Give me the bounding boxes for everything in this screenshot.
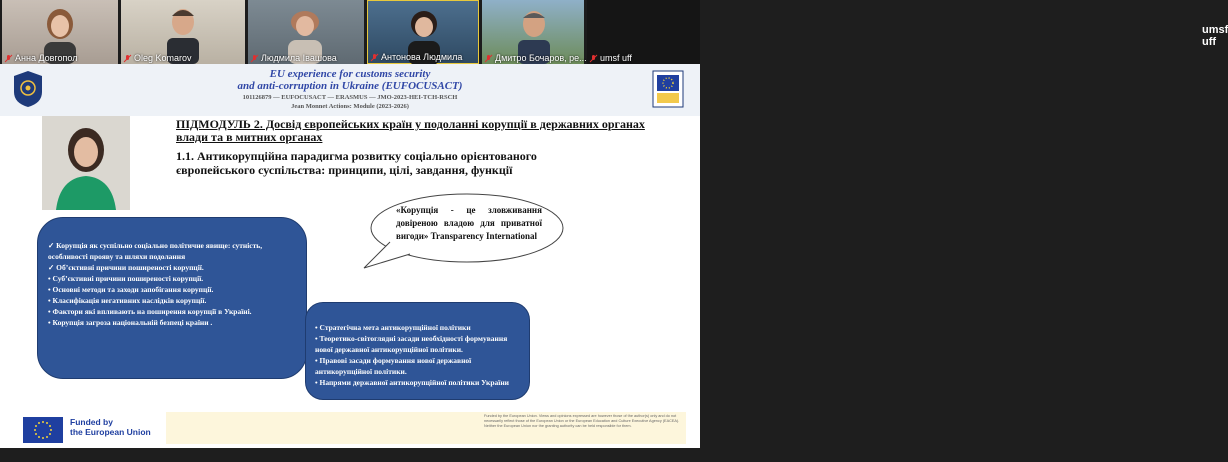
participant-tile[interactable] bbox=[482, 0, 587, 64]
list-item: • Основні методи та заходи запобігання корупції. bbox=[48, 285, 214, 294]
eu-flag-icon bbox=[23, 417, 63, 443]
participant-name: umsf uff bbox=[589, 53, 632, 63]
mic-muted-icon bbox=[250, 54, 259, 63]
slide-header-code: 101126879 — EUFOCUSACT — ERASMUS — JMO-2023-HEI-TCH-RSCH bbox=[242, 94, 458, 101]
list-item: • Суб’єктивні причини поширеності корупції. bbox=[48, 274, 204, 283]
participant-name: Антонова Людмила bbox=[370, 52, 462, 62]
slide-header-action: Jean Monnet Actions: Module (2023-2026) bbox=[291, 103, 409, 110]
mic-muted-icon bbox=[123, 54, 132, 63]
corruption-quote: «Корупція - це зловживання довіреною владою для приватної вигоди» Transparency International bbox=[396, 205, 542, 241]
module-title: ПІДМОДУЛЬ 2. Досвід європейських країн у подоланні корупції в державних органах влади та в митних органах bbox=[176, 117, 645, 144]
participants-strip bbox=[0, 0, 1228, 64]
participant-name: Анна Довгопол bbox=[4, 53, 77, 63]
mic-muted-icon bbox=[4, 54, 13, 63]
presenter-image bbox=[42, 116, 130, 210]
mic-muted-icon bbox=[484, 54, 493, 63]
mic-muted-icon bbox=[370, 53, 379, 62]
topic-title: 1.1. Антикорупційна парадигма розвитку соціально орієнтованого європейського суспільства: принципи, цілі, завдання, функції bbox=[176, 149, 537, 177]
project-logo-icon bbox=[652, 70, 684, 108]
participant-tile[interactable] bbox=[248, 0, 364, 64]
participant-avatar-name: umsf uff bbox=[1202, 24, 1228, 48]
list-item: • Теоретико-світоглядні засади необхідності формування нової державної антикорупційної політики. bbox=[315, 334, 508, 354]
list-item: • Корупція загроза національній безпеці країни . bbox=[48, 318, 213, 327]
slide-header-title: EU experience for customs security and anti-corruption in Ukraine (EUFOCUSACT) bbox=[237, 68, 463, 92]
topics-list-left bbox=[48, 240, 298, 328]
list-item: ✓ Об’єктивні причини поширеності корупції. bbox=[48, 263, 204, 272]
participant-tile[interactable] bbox=[587, 0, 1228, 64]
list-item: • Напрями державної антикорупційної політики України bbox=[315, 378, 509, 387]
participant-name: Oleg Komarov bbox=[123, 53, 192, 63]
list-item: • Стратегічна мета антикорупційної політики bbox=[315, 323, 471, 332]
participant-name: Дмитро Бочаров, ре... bbox=[484, 53, 587, 63]
participant-tile-active[interactable] bbox=[367, 0, 479, 64]
list-item: • Фактори які впливають на поширення корупції в Україні. bbox=[48, 307, 252, 316]
bottom-bar bbox=[0, 448, 700, 462]
eu-funding-label: Funded by the European Union bbox=[70, 417, 151, 437]
topics-list-right bbox=[315, 322, 521, 388]
university-logo-icon bbox=[13, 70, 43, 108]
list-item: ✓ Корупція як суспільно соціально політичне явище: сутність, особливості прояву та шляхи подолання bbox=[48, 241, 263, 261]
list-item: • Правові засади формування нової державної антикорупційної політики. bbox=[315, 356, 472, 376]
participant-tile[interactable] bbox=[121, 0, 245, 64]
list-item: • Класифікація негативних наслідків корупції. bbox=[48, 296, 207, 305]
mic-muted-icon bbox=[589, 54, 598, 63]
participant-name: Людмила Івашова bbox=[250, 53, 337, 63]
disclaimer-text: Funded by the European Union. Views and opinions expressed are however those of the author(s) only and do not necessarily reflect those of the European Union or the European Education and Culture Executive Agency (EACEA). Neither the European Union nor the granting authority can be held responsible for them. bbox=[484, 414, 680, 428]
participant-tile[interactable] bbox=[2, 0, 118, 64]
presenter-video bbox=[42, 116, 130, 210]
shared-slide bbox=[0, 64, 700, 448]
